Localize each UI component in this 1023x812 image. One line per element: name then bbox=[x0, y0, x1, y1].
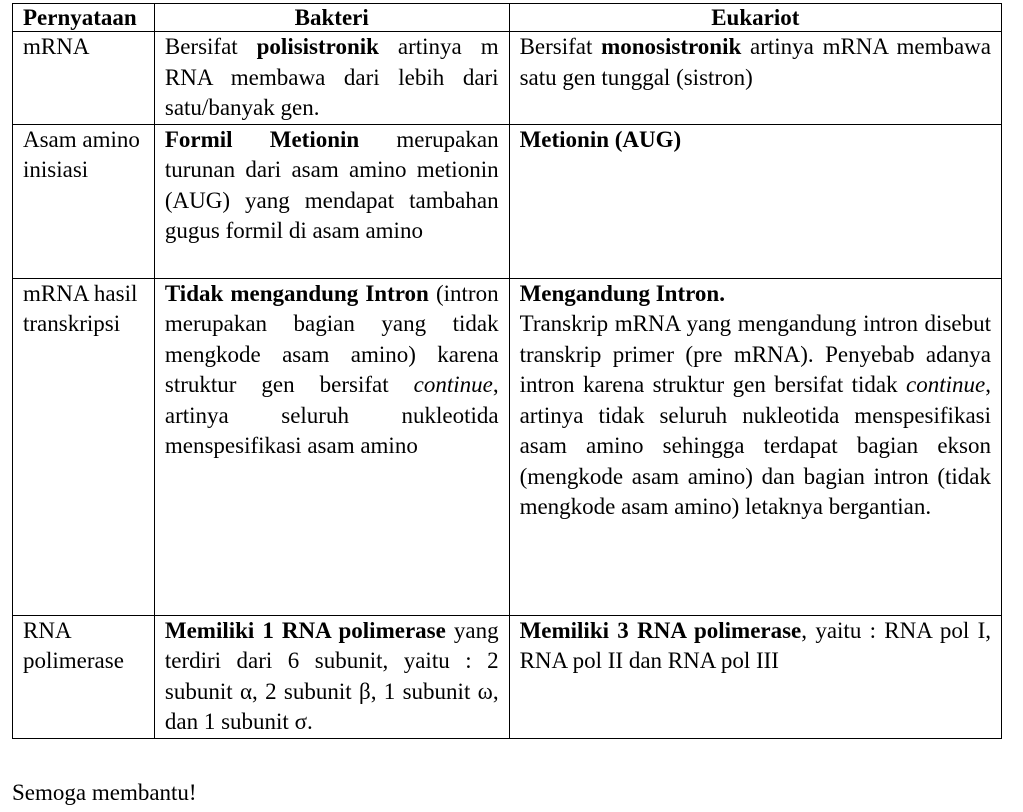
cell-text: Transkrip mRNA yang mengandung intron disebut transkrip primer (pre mRNA). Penyebab adanya intron karena struktur gen bersifat tidak bbox=[519, 311, 991, 397]
eukaryote-cell bbox=[509, 32, 1001, 125]
eukaryote-cell bbox=[509, 278, 1001, 615]
cell-text: Bersifat bbox=[164, 34, 257, 59]
bacteria-cell bbox=[154, 32, 509, 125]
cell-text: artinya mRNA membawa satu gen tunggal (sistron) bbox=[519, 34, 991, 90]
cell-bold-text: Memiliki 3 RNA polimerase bbox=[519, 617, 802, 643]
cell-text: artinya m RNA membawa dari lebih dari satu/banyak gen. bbox=[164, 34, 499, 120]
row-label: mRNA bbox=[13, 32, 155, 125]
cell-bold-text: Mengandung Intron. bbox=[519, 280, 725, 306]
header-statement: Pernyataan bbox=[13, 4, 155, 32]
eukaryote-cell bbox=[509, 615, 1001, 738]
row-label: mRNA hasil transkripsi bbox=[13, 278, 155, 615]
cell-italic-text: continue bbox=[413, 372, 493, 397]
row-label: Asam amino inisiasi bbox=[13, 124, 155, 278]
closing-text: Semoga membantu! bbox=[12, 780, 197, 805]
cell-bold-text: Formil Metionin bbox=[164, 126, 360, 152]
header-row bbox=[13, 4, 1002, 32]
table-row bbox=[13, 32, 1002, 125]
table-row bbox=[13, 278, 1002, 615]
bacteria-cell bbox=[154, 615, 509, 738]
cell-text: merupakan turunan dari asam amino metionin (AUG) yang mendapat tambahan gugus formil di asam amino bbox=[164, 126, 499, 243]
comparison-table bbox=[12, 3, 1002, 739]
cell-bold-text: monosistronik bbox=[601, 34, 742, 59]
cell-italic-text: continue bbox=[906, 372, 986, 397]
table-row bbox=[13, 124, 1002, 278]
cell-text: , artinya tidak seluruh nukleotida menspesifikasi asam amino sehingga terdapat bagian ekson (mengkode asam amino) dan bagian intron (tidak mengkode asam amino) letaknya bergantian. bbox=[519, 372, 991, 519]
cell-text: yang terdiri dari 6 subunit, yaitu : 2 subunit α, 2 subunit β, 1 subunit ω, dan 1 subunit σ. bbox=[164, 617, 499, 734]
eukaryote-cell bbox=[509, 124, 1001, 278]
cell-text: Bersifat bbox=[519, 34, 602, 59]
cell-bold-text: Metionin (AUG) bbox=[519, 126, 682, 152]
cell-text: , artinya seluruh nukleotida menspesifikasi asam amino bbox=[164, 372, 499, 458]
table-row bbox=[13, 615, 1002, 738]
row-label: RNA polimerase bbox=[13, 615, 155, 738]
header-eukaryote: Eukariot bbox=[509, 4, 1001, 32]
cell-text: , yaitu : RNA pol I, RNA pol II dan RNA pol III bbox=[519, 617, 991, 673]
cell-bold-text: polisistronik bbox=[256, 34, 379, 59]
table-body bbox=[13, 32, 1002, 739]
bacteria-cell bbox=[154, 124, 509, 278]
bacteria-cell bbox=[154, 278, 509, 615]
cell-bold-text: Memiliki 1 RNA polimerase bbox=[164, 617, 446, 643]
header-bacteria: Bakteri bbox=[154, 4, 509, 32]
table-header bbox=[13, 4, 1002, 32]
cell-bold-text: Tidak mengandung Intron bbox=[164, 280, 429, 306]
cell-text: (intron merupakan bagian yang tidak mengkode asam amino) karena struktur gen bersifat bbox=[164, 280, 499, 397]
